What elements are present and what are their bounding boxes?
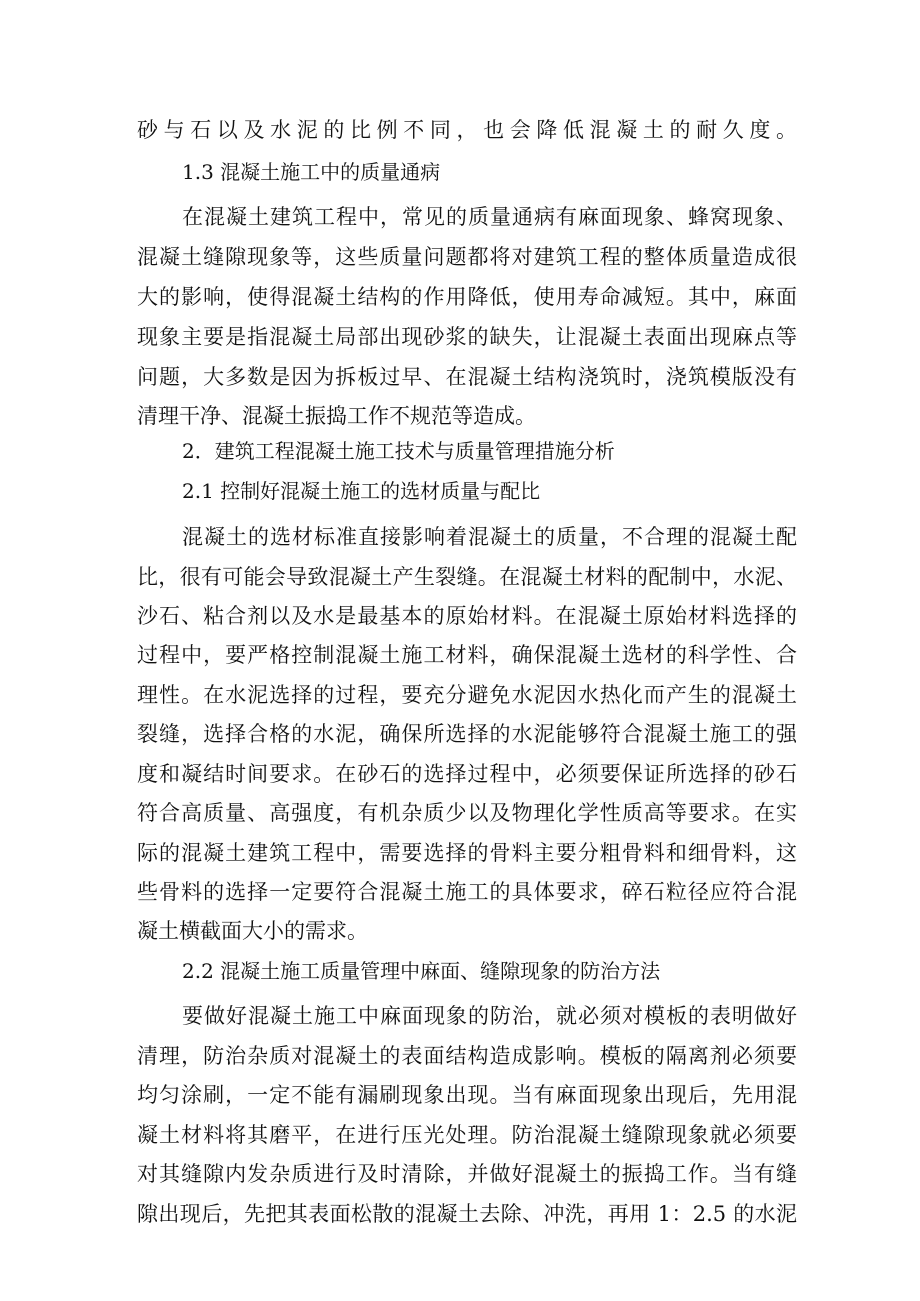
paragraph-line: 对其缝隙内发杂质进行及时清除，并做好混凝土的振捣工作。当有缝 xyxy=(137,1162,797,1186)
paragraph-line: 要做好混凝土施工中麻面现象的防治，就必须对模板的表明做好 xyxy=(182,1004,797,1028)
paragraph-line: 凝土横截面大小的需求。 xyxy=(137,919,368,943)
paragraph-line: 度和凝结时间要求。在砂石的选择过程中，必须要保证所选择的砂石 xyxy=(137,762,797,786)
paragraph-line: 裂缝，选择合格的水泥，确保所选择的水泥能够符合混凝土施工的强 xyxy=(137,722,797,746)
paragraph-line: 隙出现后，先把其表面松散的混凝土去除、冲洗，再用 1：2.5 的水泥 xyxy=(137,1202,797,1226)
section-heading-1-3: 1.3 混凝土施工中的质量通病 xyxy=(182,160,441,184)
paragraph-line: 大的影响，使得混凝土结构的作用降低，使用寿命减短。其中，麻面 xyxy=(137,285,797,309)
paragraph-line: 清理干净、混凝土振捣工作不规范等造成。 xyxy=(137,404,536,428)
section-heading-2-1: 2.1 控制好混凝土施工的选材质量与配比 xyxy=(182,479,541,503)
paragraph-line: 在混凝土建筑工程中，常见的质量通病有麻面现象、蜂窝现象、 xyxy=(182,205,797,229)
paragraph-line: 现象主要是指混凝土局部出现砂浆的缺失，让混凝土表面出现麻点等 xyxy=(137,325,797,349)
paragraph-line: 些骨料的选择一定要符合混凝土施工的具体要求，碎石粒径应符合混 xyxy=(137,880,797,904)
paragraph-line: 沙石、粘合剂以及水是最基本的原始材料。在混凝土原始材料选择的 xyxy=(137,604,797,628)
section-heading-2-2: 2.2 混凝土施工质量管理中麻面、缝隙现象的防治方法 xyxy=(182,959,661,983)
paragraph-line: 清理，防治杂质对混凝土的表面结构造成影响。模板的隔离剂必须要 xyxy=(137,1044,797,1068)
paragraph-line: 问题，大多数是因为拆板过早、在混凝土结构浇筑时，浇筑模版没有 xyxy=(137,365,797,389)
paragraph-line: 混凝土缝隙现象等，这些质量问题都将对建筑工程的整体质量造成很 xyxy=(137,245,797,269)
paragraph-line: 混凝土的选材标准直接影响着混凝土的质量，不合理的混凝土配 xyxy=(182,525,797,549)
paragraph-line: 凝土材料将其磨平，在进行压光处理。防治混凝土缝隙现象就必须要 xyxy=(137,1123,797,1147)
paragraph-line: 符合高质量、高强度，有机杂质少以及物理化学性质高等要求。在实 xyxy=(137,801,797,825)
paragraph-line: 过程中，要严格控制混凝土施工材料，确保混凝土选材的科学性、合 xyxy=(137,643,797,667)
paragraph-line: 比，很有可能会导致混凝土产生裂缝。在混凝土材料的配制中，水泥、 xyxy=(137,565,797,589)
paragraph-line: 均匀涂刷，一定不能有漏刷现象出现。当有麻面现象出现后，先用混 xyxy=(137,1083,797,1107)
section-heading-2: 2．建筑工程混凝土施工技术与质量管理措施分析 xyxy=(182,439,615,463)
paragraph-line: 理性。在水泥选择的过程，要充分避免水泥因水热化而产生的混凝土 xyxy=(137,683,797,707)
paragraph-line: 际的混凝土建筑工程中，需要选择的骨料主要分粗骨料和细骨料，这 xyxy=(137,841,797,865)
paragraph-line: 砂与石以及水泥的比例不同，也会降低混凝土的耐久度。 xyxy=(137,118,797,142)
